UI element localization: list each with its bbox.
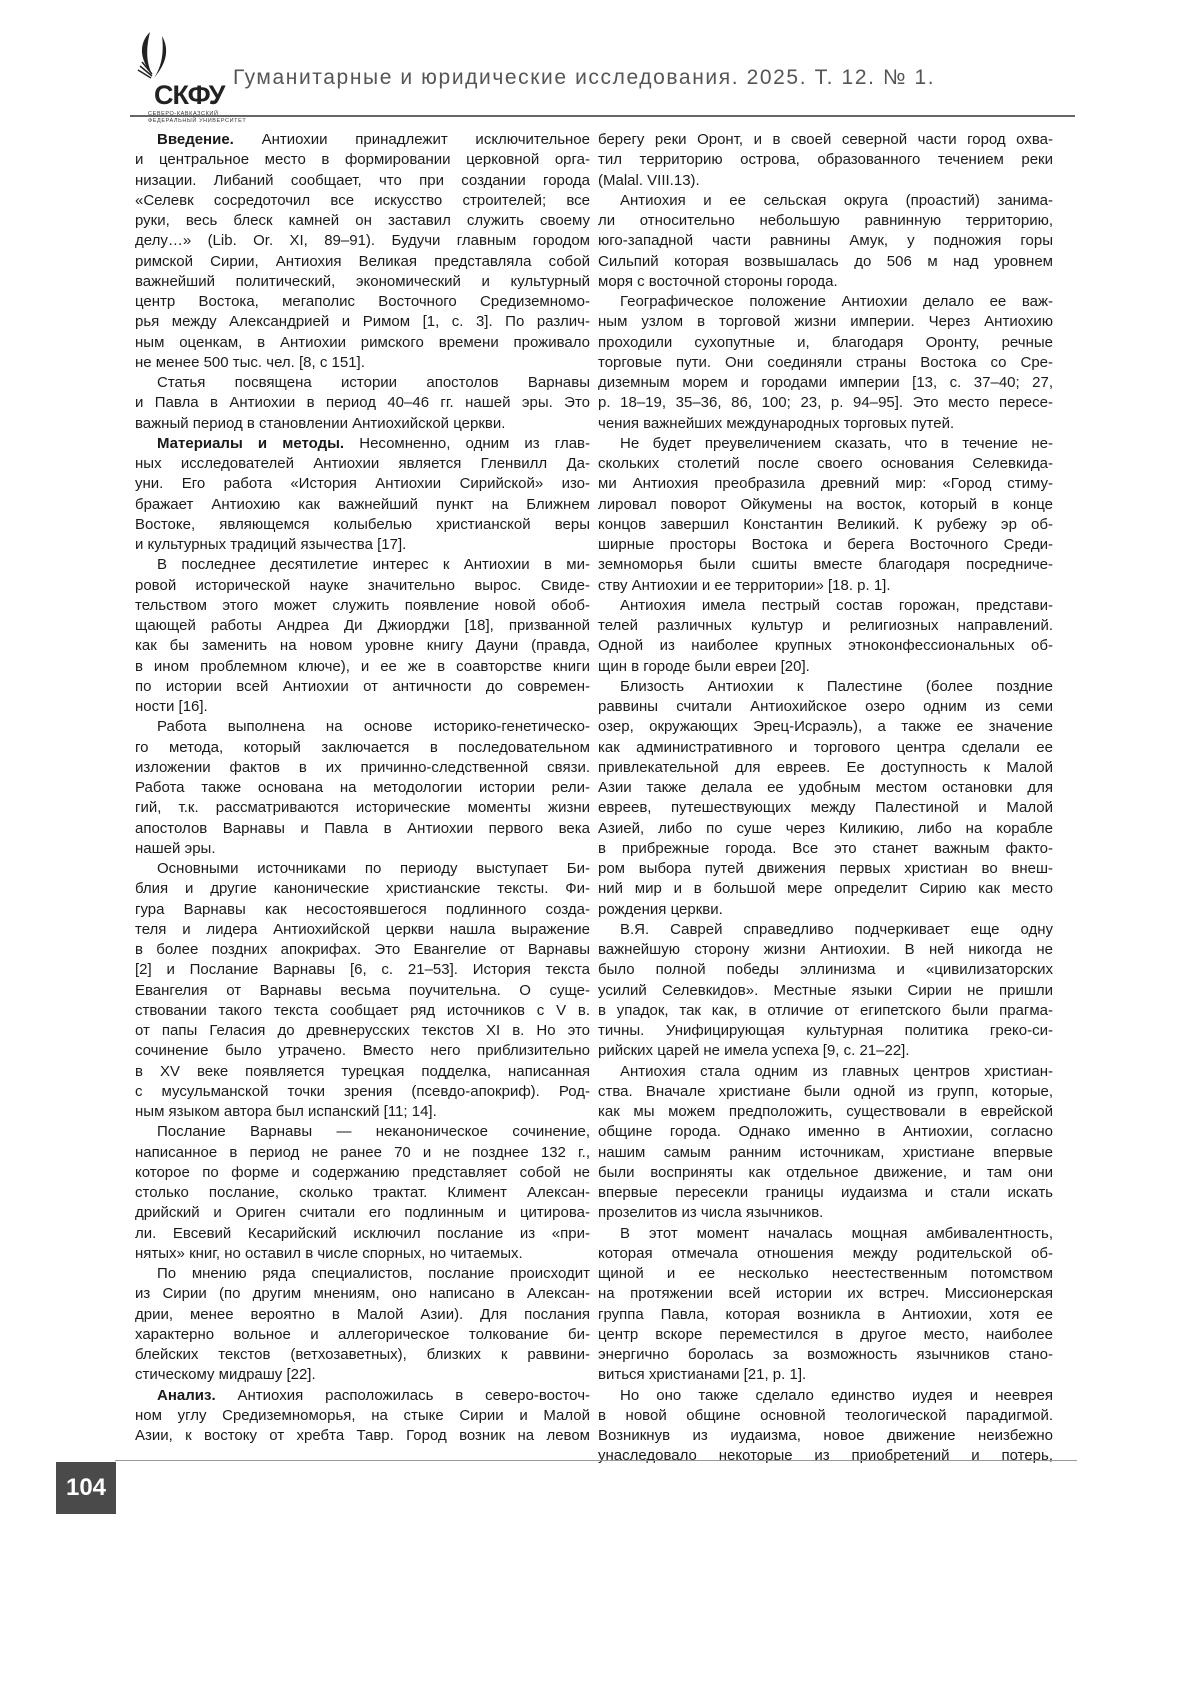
text-line: ству Антиохии и ее территории» [18. p. 1].	[598, 576, 1053, 596]
paragraph	[135, 434, 590, 556]
text-line: концов завершил Константин Великий. К рубежу эр об-	[598, 515, 1053, 535]
text-line: Возникнув из иудаизма, новое движение неизбежно	[598, 1426, 1053, 1446]
text-line: Послание Варнавы — неканоническое сочинение,	[135, 1122, 590, 1142]
text-line: В.Я. Саврей справедливо подчеркивает еще одну	[598, 920, 1053, 940]
logo-subtitle-1: СЕВЕРО-КАВКАЗСКИЙ	[148, 111, 219, 117]
text-line: как административного и торгового центра сделали ее	[598, 738, 1053, 758]
university-logo	[128, 30, 238, 120]
text-line: ли. Евсевий Кесарийский исключил послание из «при-	[135, 1224, 590, 1244]
text-line: юго-западной части равнины Амук, у подножия горы	[598, 231, 1053, 251]
paragraph	[598, 677, 1053, 920]
text-line: и культурных традиций язычества [17].	[135, 535, 590, 555]
header-divider	[130, 115, 1075, 117]
text-line: стическому мидрашу [22].	[135, 1365, 590, 1385]
text-line: руки, весь блеск камней он заставил служить своему	[135, 211, 590, 231]
paragraph	[135, 1264, 590, 1386]
text-line: ным узлом в торговой жизни империи. Через Антиохию	[598, 312, 1053, 332]
text-line: Материалы и методы. Несомненно, одним из глав-	[135, 434, 590, 454]
text-line: привлекательной для евреев. Ее доступность к Малой	[598, 758, 1053, 778]
text-line: усилий Селевкидов». Местные языки Сирии не пришли	[598, 981, 1053, 1001]
text-line: Антиохия стала одним из главных центров христиан-	[598, 1062, 1053, 1082]
text-line: римской Сирии, Антиохия Великая представляла собой	[135, 252, 590, 272]
text-line: дрии, менее вероятно в Малой Азии). Для послания	[135, 1305, 590, 1325]
text-line: В этот момент началась мощная амбивалентность,	[598, 1224, 1053, 1244]
text-line: чения важнейших международных торговых путей.	[598, 414, 1053, 434]
text-line: апостолов Варнавы и Павла в Антиохии первого века	[135, 819, 590, 839]
text-line: гий, т.к. рассматриваются исторические моменты жизни	[135, 798, 590, 818]
text-line: теля и лидера Антиохийской церкви нашла выражение	[135, 920, 590, 940]
text-line: центр Востока, мегаполис Восточного Средиземномо-	[135, 292, 590, 312]
text-line: p. 18–19, 35–36, 86, 100; 23, p. 94–95]. Это место пересе-	[598, 393, 1053, 413]
text-line: прозелитов из числа язычников.	[598, 1203, 1053, 1223]
text-line: столько послание, сколько трактат. Климент Алексан-	[135, 1183, 590, 1203]
text-line: и Павла в Антиохии в период 40–46 гг. нашей эры. Это	[135, 393, 590, 413]
paragraph	[135, 1386, 590, 1447]
text-line: Одной из наиболее крупных этноконфессиональных об-	[598, 636, 1053, 656]
right-column	[598, 130, 1053, 1467]
text-line: ровой исторической науке значительно вырос. Свиде-	[135, 576, 590, 596]
text-line: Не будет преувеличением сказать, что в течение не-	[598, 434, 1053, 454]
text-line: блейских текстов (ветхозаветных), близких к раввини-	[135, 1345, 590, 1365]
text-line: ний мир и в большой мере определит Сирию как место	[598, 879, 1053, 899]
text-line: земноморья были сшиты вместе благодаря посредниче-	[598, 555, 1053, 575]
text-line: щин в городе были евреи [20].	[598, 657, 1053, 677]
text-line: (Malal. VIII.13).	[598, 171, 1053, 191]
paragraph	[598, 191, 1053, 292]
text-line: уни. Его работа «История Антиохии Сирийской» изо-	[135, 474, 590, 494]
logo-abbreviation: СКФУ	[154, 80, 224, 111]
text-line: моря с восточной стороны города.	[598, 272, 1053, 292]
text-line: евреев, путешествующих между Палестиной и Малой	[598, 798, 1053, 818]
text-line: центр вскоре переместился в другое место, наиболее	[598, 1325, 1053, 1345]
page-number: 104	[56, 1462, 116, 1514]
text-line: тил территорию острова, образованного течением реки	[598, 150, 1053, 170]
text-line: ширные просторы Востока и берега Восточного Среди-	[598, 535, 1053, 555]
left-column	[135, 130, 590, 1446]
text-line: озер, окружающих Эрец-Исраэль), а также ее значение	[598, 717, 1053, 737]
text-line: Антиохия и ее сельская округа (проастий) занима-	[598, 191, 1053, 211]
paragraph	[598, 920, 1053, 1062]
text-line: Востоке, являющемся колыбелью христианской веры	[135, 515, 590, 535]
text-line: ных исследователей Антиохии является Гленвилл Да-	[135, 454, 590, 474]
paragraph	[598, 1386, 1053, 1467]
text-line: «Селевк сосредоточил все искусство строителей; все	[135, 191, 590, 211]
paragraph	[598, 596, 1053, 677]
text-line: сочинение было утрачено. Вместо него приблизительно	[135, 1041, 590, 1061]
text-line: ным оценкам, в Антиохии римского времени проживало	[135, 333, 590, 353]
text-line: из Сирии (по другим мнениям, оно написано в Алексан-	[135, 1284, 590, 1304]
text-line: бражает Антиохию как важнейший пункт на Ближнем	[135, 495, 590, 515]
text-line: которая отмечала отношения между родительской об-	[598, 1244, 1053, 1264]
text-line: Антиохия имела пестрый состав горожан, представи-	[598, 596, 1053, 616]
text-line: было полной победы эллинизма и «цивилизаторских	[598, 960, 1053, 980]
text-line: изложении фактов в их причинно-следственной связи.	[135, 758, 590, 778]
text-line: впервые пересекли границы иудаизма и стали искать	[598, 1183, 1053, 1203]
text-line: низации. Либаний сообщает, что при создании города	[135, 171, 590, 191]
text-line: раввины считали Антиохийское озеро одним из семи	[598, 697, 1053, 717]
text-line: диземным морем и городами империи [13, с. 37–40; 27,	[598, 373, 1053, 393]
text-line: в XV веке появляется турецкая подделка, написанная	[135, 1062, 590, 1082]
text-line: Сильпий которая возвышалась до 506 м над уровнем	[598, 252, 1053, 272]
text-line: в более поздних апокрифах. Это Евангелие от Варнавы	[135, 940, 590, 960]
paragraph	[598, 434, 1053, 596]
paragraph	[135, 1122, 590, 1264]
text-line: с мусульманской точки зрения (псевдо-апокриф). Род-	[135, 1082, 590, 1102]
text-line: Азией, либо по суше через Киликию, либо на корабле	[598, 819, 1053, 839]
text-line: Анализ. Антиохия расположилась в северо-восточ-	[135, 1386, 590, 1406]
text-line: скольких столетий после своего основания Селевкида-	[598, 454, 1053, 474]
text-line: не менее 500 тыс. чел. [8, с 151].	[135, 353, 590, 373]
text-line: как мы можем предположить, существовали в еврейской	[598, 1102, 1053, 1122]
paragraph	[598, 292, 1053, 434]
text-line: от папы Геласия до древнерусских текстов XI в. Но это	[135, 1021, 590, 1041]
text-line: унаследовало некоторые из приобретений и потерь,	[598, 1446, 1053, 1466]
text-line: ности [16].	[135, 697, 590, 717]
text-line: Близость Антиохии к Палестине (более поздние	[598, 677, 1053, 697]
text-line: в прибрежные города. Все это станет важным факто-	[598, 839, 1053, 859]
text-line: ствовании такого текста сообщает ряд источников с V в.	[135, 1001, 590, 1021]
text-line: ным языком автора был испанский [11; 14].	[135, 1102, 590, 1122]
text-line: Введение. Антиохии принадлежит исключительное	[135, 130, 590, 150]
text-line: По мнению ряда специалистов, послание происходит	[135, 1264, 590, 1284]
logo-subtitle-2: ФЕДЕРАЛЬНЫЙ УНИВЕРСИТЕТ	[148, 118, 246, 124]
journal-title: Гуманитарные и юридические исследования. 2025. Т. 12. № 1.	[233, 66, 935, 90]
text-line: телей различных культур и религиозных направлений.	[598, 616, 1053, 636]
text-line: Азии также делала ее удобным местом остановки для	[598, 778, 1053, 798]
text-line: в ином проблемном ключе), и ее же в соавторстве книги	[135, 657, 590, 677]
text-line: ства. Вначале христиане были одной из групп, которые,	[598, 1082, 1053, 1102]
section-heading: Введение.	[157, 131, 234, 148]
text-line: Евангелия от Варнавы весьма поучительна. О суще-	[135, 981, 590, 1001]
text-line: гура Варнавы как несостоявшегося подлинного созда-	[135, 900, 590, 920]
text-line: [2] и Послание Варнавы [6, с. 21–53]. История текста	[135, 960, 590, 980]
text-line: в новой общине основной теологической парадигмой.	[598, 1406, 1053, 1426]
text-line: рождения церкви.	[598, 900, 1053, 920]
paragraph	[598, 1062, 1053, 1224]
paragraph	[598, 1224, 1053, 1386]
text-line: в упадок, так как, в отличие от египетского были прагма-	[598, 1001, 1053, 1021]
text-line: виться христианами [21, p. 1].	[598, 1365, 1053, 1385]
text-line: важнейшую сторону жизни Антиохии. В ней никогда не	[598, 940, 1053, 960]
text-line: Основными источниками по периоду выступает Би-	[135, 859, 590, 879]
text-line: написанное в период не ранее 70 и не позднее 132 г.,	[135, 1143, 590, 1163]
text-line: рийских царей не имела успеха [9, с. 21–22].	[598, 1041, 1053, 1061]
text-line: лировал поворот Ойкумены на восток, который в конце	[598, 495, 1053, 515]
text-line: были восприняты как отдельное движение, и там они	[598, 1163, 1053, 1183]
text-line: общине города. Однако именно в Антиохии, согласно	[598, 1122, 1053, 1142]
footer-divider	[115, 1460, 1077, 1461]
text-line: нашим самым ранним источникам, христиане впервые	[598, 1143, 1053, 1163]
text-line: Азии, к востоку от хребта Тавр. Город возник на левом	[135, 1426, 590, 1446]
text-line: ми Антиохия преобразила древний мир: «Город стиму-	[598, 474, 1053, 494]
paragraph	[135, 373, 590, 434]
text-line: щающей работы Андреа Ди Джиорджи [18], призванной	[135, 616, 590, 636]
text-line: берегу реки Оронт, и в своей северной части город охва-	[598, 130, 1053, 150]
text-line: ном углу Средиземноморья, на стыке Сирии и Малой	[135, 1406, 590, 1426]
section-heading: Материалы и методы.	[157, 435, 344, 452]
text-line: важнейший политический, экономический и культурный	[135, 272, 590, 292]
text-line: Работа выполнена на основе историко-генетическо-	[135, 717, 590, 737]
text-line: делу…» (Lib. Or. XI, 89–91). Будучи главным городом	[135, 231, 590, 251]
paragraph	[598, 130, 1053, 191]
text-line: Но оно также сделало единство иудея и нееврея	[598, 1386, 1053, 1406]
text-line: го метода, который заключается в последовательном	[135, 738, 590, 758]
text-line: тельством этого может служить появление новой обоб-	[135, 596, 590, 616]
text-line: блия и другие канонические христианские тексты. Фи-	[135, 879, 590, 899]
text-line: проходили сухопутные и, благодаря Оронту, речные	[598, 333, 1053, 353]
paragraph	[135, 859, 590, 1122]
text-line: щиной и ее несколько неестественным потомством	[598, 1264, 1053, 1284]
text-line: по истории всей Антиохии от античности до современ-	[135, 677, 590, 697]
text-line: характерно вольное и аллегорическое толкование би-	[135, 1325, 590, 1345]
text-line: ром выбора путей движения первых христиан во внеш-	[598, 859, 1053, 879]
text-line: дрийский и Ориген считали его подлинным и цитирова-	[135, 1203, 590, 1223]
text-line: нятых» книг, но оставил в числе спорных, но читаемых.	[135, 1244, 590, 1264]
text-line: рья между Александрией и Римом [1, с. 3]. По различ-	[135, 312, 590, 332]
text-line: торговые пути. Они соединяли страны Востока со Сре-	[598, 353, 1053, 373]
text-line: ли относительно небольшую равнинную территорию,	[598, 211, 1053, 231]
paragraph	[135, 555, 590, 717]
text-line: Географическое положение Антиохии делало ее важ-	[598, 292, 1053, 312]
text-line: энергично боролась за возможность язычников стано-	[598, 1345, 1053, 1365]
text-line: на протяжении всей истории их встреч. Миссионерская	[598, 1284, 1053, 1304]
paragraph	[135, 130, 590, 373]
text-line: В последнее десятилетие интерес к Антиохии в ми-	[135, 555, 590, 575]
text-line: как бы заменить на новом уровне книгу Дауни (правда,	[135, 636, 590, 656]
text-line: Статья посвящена истории апостолов Варнавы	[135, 373, 590, 393]
text-line: которое по форме и содержанию представляет собой не	[135, 1163, 590, 1183]
text-line: и центральное место в формировании церковной орга-	[135, 150, 590, 170]
text-line: группа Павла, которая возникла в Антиохии, хотя ее	[598, 1305, 1053, 1325]
section-heading: Анализ.	[157, 1387, 216, 1404]
paragraph	[135, 717, 590, 859]
text-line: Работа также основана на методологии истории рели-	[135, 778, 590, 798]
text-line: нашей эры.	[135, 839, 590, 859]
text-line: тичны. Унифицирующая культурная политика греко-си-	[598, 1021, 1053, 1041]
text-line: важный период в становлении Антиохийской церкви.	[135, 414, 590, 434]
